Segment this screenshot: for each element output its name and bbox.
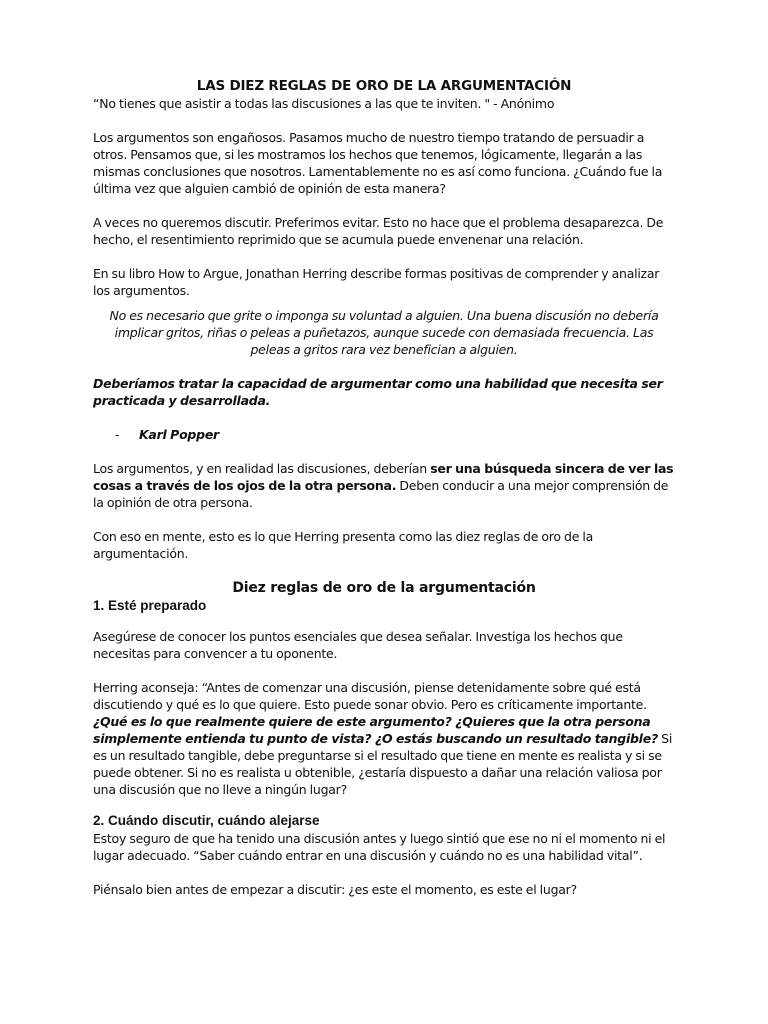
- rule-1-heading: 1. Esté preparado: [93, 598, 207, 613]
- rule-1-paragraph-2: [93, 679, 675, 798]
- document-page: [93, 78, 675, 898]
- rule-1-p2-end: Si es un resultado tangible, debe preguntarse si el resultado que tiene en mente es realista y si se puede obtener. Si no es realista u obtenible, ¿estaría dispuesto a dañar una relación valiosa por una discusión que no lleve a ningún lugar?: [93, 731, 673, 797]
- rule-1-p2-bold: ¿Qué es lo que realmente quiere de este argumento? ¿Quieres que la otra persona simplemente entienda tu punto de vista? ¿O estás buscando un resultado tangible?: [93, 714, 658, 746]
- rule-2-paragraph-2: Piénsalo bien antes de empezar a discutir: ¿es este el momento, es este el lugar?: [93, 882, 577, 897]
- paragraph-sincere-start: Los argumentos, y en realidad las discusiones, deberían: [93, 461, 431, 476]
- paragraph-sincere: [93, 460, 675, 511]
- attribution-dash: -: [115, 427, 120, 442]
- rule-1-paragraph-1: Asegúrese de conocer los puntos esenciales que desea señalar. Investiga los hechos que necesitas para convencer a tu oponente.: [93, 629, 623, 661]
- rule-2-paragraph-1: Estoy seguro de que ha tenido una discusión antes y luego sintió que ese no ni el momento ni el lugar adecuado. “Saber cuándo entrar en una discusión y cuándo no es una habilidad vital”.: [93, 831, 666, 863]
- paragraph-sincere-end: Deben conducir a una mejor comprensión de la opinión de otra persona.: [93, 478, 669, 510]
- quote-attribution: [93, 426, 675, 443]
- paragraph-herring: Con eso en mente, esto es lo que Herring presenta como las diez reglas de oro de la argumentación.: [93, 529, 594, 561]
- paragraph-avoid: A veces no queremos discutir. Preferimos evitar. Esto no hace que el problema desaparezca. De hecho, el resentimiento reprimido que se acumula puede envenenar una relación.: [93, 215, 664, 247]
- rule-1-p2-start: Herring aconseja: “Antes de comenzar una discusión, piense detenidamente sobre qué está discutiendo y qué es lo que quiere. Esto puede sonar obvio. Pero es críticamente importante.: [93, 680, 647, 712]
- paragraph-book: En su libro How to Argue, Jonathan Herring describe formas positivas de comprender y analizar los argumentos.: [93, 266, 660, 298]
- epigraph: “No tienes que asistir a todas las discusiones a las que te inviten. " - Anónimo: [93, 96, 555, 111]
- popper-quote: Deberíamos tratar la capacidad de argumentar como una habilidad que necesita ser practicada y desarrollada.: [93, 376, 663, 408]
- rule-2-heading: 2. Cuándo discutir, cuándo alejarse: [93, 813, 320, 828]
- paragraph-sincere-bold: ser una búsqueda sincera de ver las cosas a través de los ojos de la otra persona.: [93, 461, 674, 493]
- paragraph-intro: Los argumentos son engañosos. Pasamos mucho de nuestro tiempo tratando de persuadir a otros. Pensamos que, si les mostramos los hechos que tenemos, lógicamente, llegarán a las mismas conclusiones que nosotros. Lamentablemente no es así como funciona. ¿Cuándo fue la última vez que alguien cambió de opinión de esta manera?: [93, 130, 663, 196]
- block-quote: No es necesario que grite o imponga su voluntad a alguien. Una buena discusión no debería implicar gritos, riñas o peleas a puñetazos, aunque sucede con demasiada frecuencia. Las peleas a gritos rara vez benefician a alguien.: [109, 308, 659, 357]
- attribution-name: Karl Popper: [139, 427, 219, 442]
- section-title: Diez reglas de oro de la argumentación: [232, 580, 536, 596]
- document-title: LAS DIEZ REGLAS DE ORO DE LA ARGUMENTACIÓN: [196, 78, 572, 94]
